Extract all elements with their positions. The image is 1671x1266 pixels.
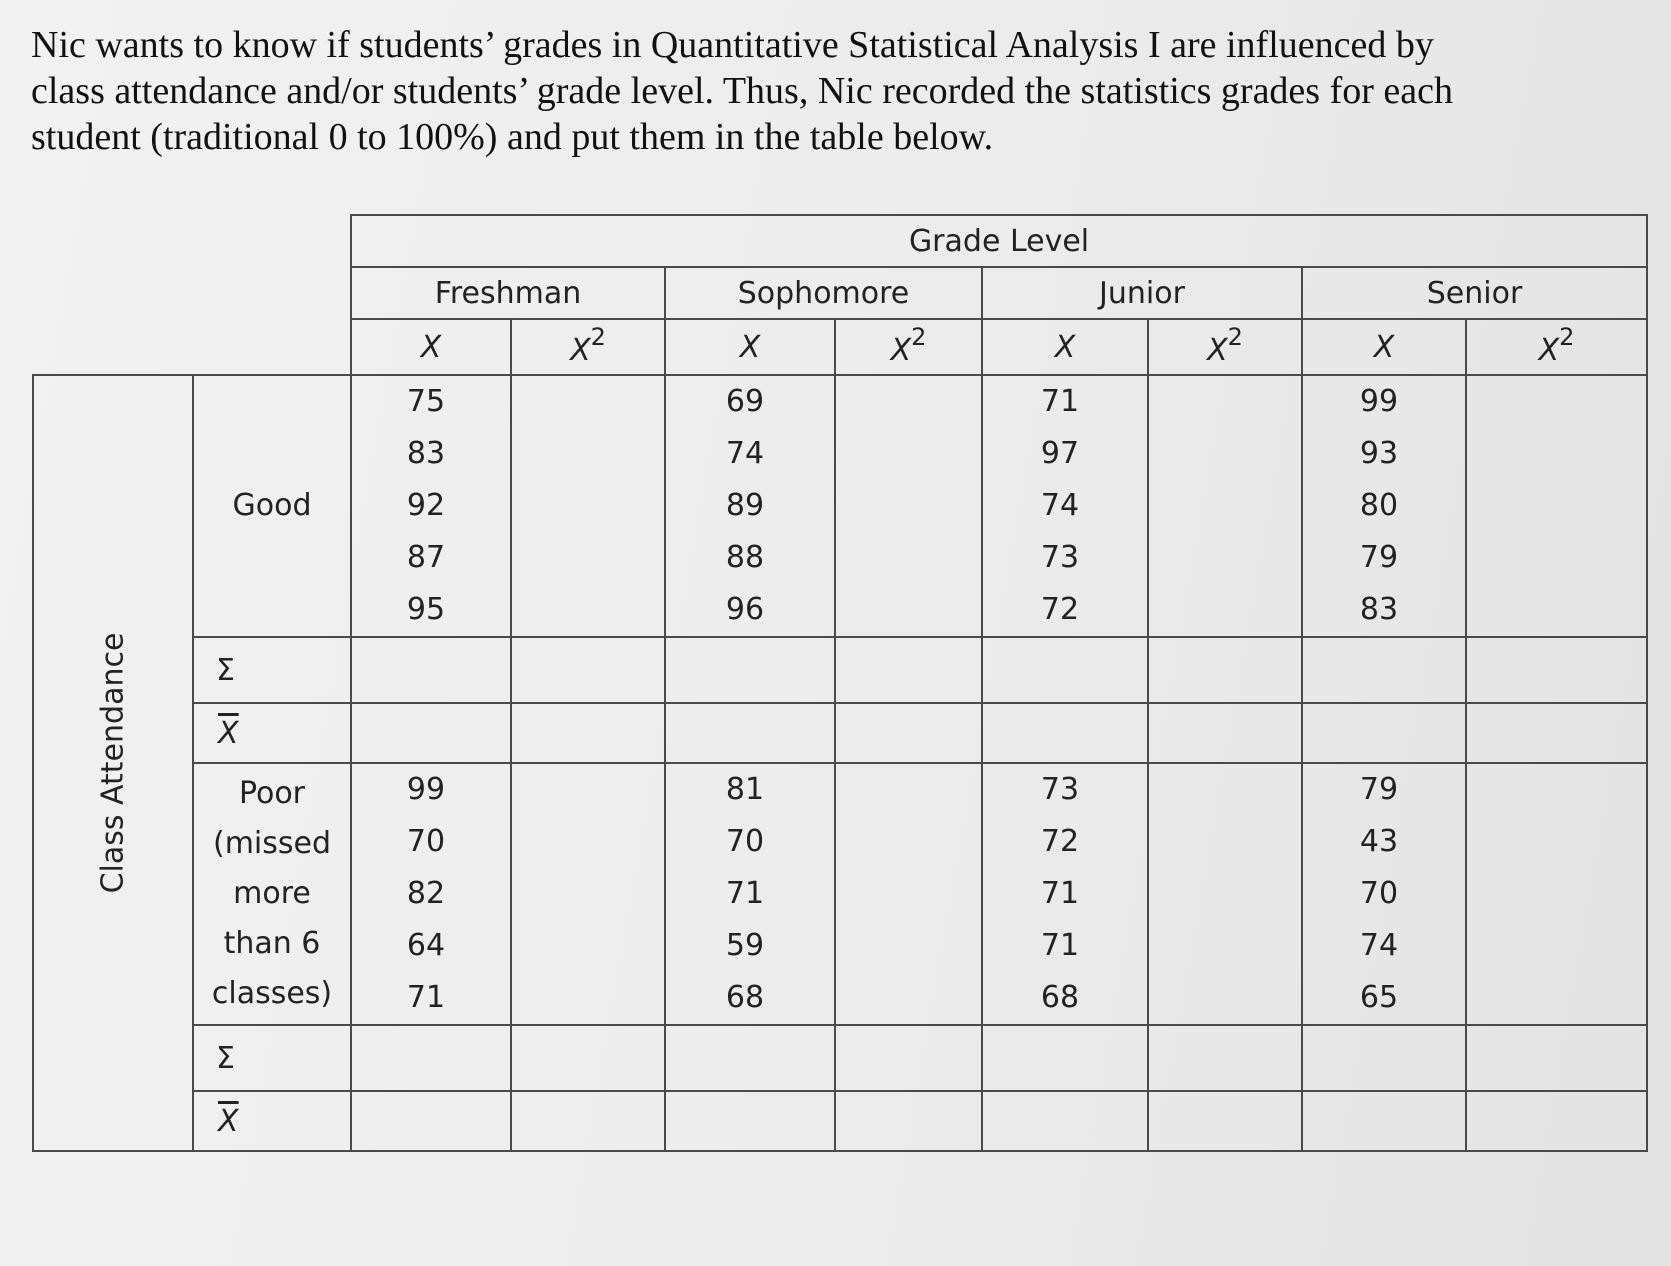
poor-freshman-sum-x2[interactable]	[511, 1025, 665, 1091]
poor-junior-mean-x2[interactable]	[1148, 1091, 1302, 1151]
col-x-senior: X	[1302, 319, 1466, 375]
grade-value: 73	[1040, 772, 1080, 807]
good-freshman-mean-x2[interactable]	[511, 703, 665, 763]
col-x-squared-freshman: $X^2$	[511, 319, 665, 375]
grade-value: 87	[406, 540, 446, 575]
grade-value: 81	[725, 772, 765, 807]
grade-value: 43	[1359, 824, 1399, 859]
poor-sophomore-mean[interactable]	[665, 1091, 835, 1151]
col-x-sophomore: X	[665, 319, 835, 375]
grade-value: 59	[725, 928, 765, 963]
good-freshman-x2-cell[interactable]	[511, 375, 665, 637]
poor-senior-x-cell	[1302, 763, 1466, 1025]
good-freshman-sum-x[interactable]	[351, 637, 511, 703]
grade-value: 70	[725, 824, 765, 859]
grade-value: 71	[406, 980, 446, 1015]
poor-senior-sum-x2[interactable]	[1466, 1025, 1647, 1091]
good-freshman-x-cell	[351, 375, 511, 637]
good-junior-mean[interactable]	[982, 703, 1148, 763]
empty-corner	[33, 319, 351, 375]
grade-value: 68	[1040, 980, 1080, 1015]
poor-sophomore-mean-x2[interactable]	[835, 1091, 982, 1151]
poor-freshman-x2-cell[interactable]	[511, 763, 665, 1025]
grade-value: 79	[1359, 540, 1399, 575]
level-sophomore: Sophomore	[665, 267, 982, 319]
good-junior-sum-x[interactable]	[982, 637, 1148, 703]
good-freshman-sum-x2[interactable]	[511, 637, 665, 703]
grade-value: 64	[406, 928, 446, 963]
good-junior-x2-cell[interactable]	[1148, 375, 1302, 637]
col-x-squared-junior: $X^2$	[1148, 319, 1302, 375]
good-sophomore-x-cell	[665, 375, 835, 637]
good-junior-sum-x2[interactable]	[1148, 637, 1302, 703]
prompt-line: Nic wants to know if students’ grades in Quantitative Statistical Analysis I are influenced by	[31, 24, 1434, 66]
good-senior-mean-x2[interactable]	[1466, 703, 1647, 763]
level-senior: Senior	[1302, 267, 1647, 319]
grade-value: 72	[1040, 592, 1080, 627]
grade-value: 71	[1040, 876, 1080, 911]
good-sum-label: Σ	[193, 637, 351, 703]
grade-value: 83	[406, 436, 446, 471]
poor-senior-sum-x[interactable]	[1302, 1025, 1466, 1091]
prompt-line: student (traditional 0 to 100%) and put them in the table below.	[31, 116, 994, 158]
grade-value: 82	[406, 876, 446, 911]
grade-value: 71	[725, 876, 765, 911]
grade-level-header: Grade Level	[351, 215, 1647, 267]
level-freshman: Freshman	[351, 267, 665, 319]
poor-junior-x-cell	[982, 763, 1148, 1025]
good-sophomore-mean[interactable]	[665, 703, 835, 763]
good-senior-x-cell	[1302, 375, 1466, 637]
problem-statement	[31, 22, 1631, 160]
poor-attendance-label: Poor (missed more than 6 classes)	[193, 763, 351, 1025]
class-attendance-label: Class Attendance	[95, 632, 131, 894]
grade-value: 74	[1040, 488, 1080, 523]
poor-sophomore-x-cell	[665, 763, 835, 1025]
good-sophomore-mean-x2[interactable]	[835, 703, 982, 763]
grade-value: 97	[1040, 436, 1080, 471]
col-x-squared-senior: $X^2$	[1466, 319, 1647, 375]
poor-senior-x2-cell[interactable]	[1466, 763, 1647, 1025]
col-x-squared-sophomore: $X^2$	[835, 319, 982, 375]
good-sophomore-sum-x[interactable]	[665, 637, 835, 703]
col-x-junior: X	[982, 319, 1148, 375]
poor-sophomore-sum-x[interactable]	[665, 1025, 835, 1091]
grade-value: 80	[1359, 488, 1399, 523]
good-sophomore-x2-cell[interactable]	[835, 375, 982, 637]
poor-freshman-x-cell	[351, 763, 511, 1025]
poor-mean-label: $\overline{X}$	[193, 1091, 351, 1151]
poor-freshman-sum-x[interactable]	[351, 1025, 511, 1091]
poor-junior-sum-x2[interactable]	[1148, 1025, 1302, 1091]
grade-value: 99	[406, 772, 446, 807]
good-mean-label: $\overline{X}$	[193, 703, 351, 763]
col-x-freshman: X	[351, 319, 511, 375]
poor-junior-sum-x[interactable]	[982, 1025, 1148, 1091]
grade-value: 71	[1040, 928, 1080, 963]
good-sophomore-sum-x2[interactable]	[835, 637, 982, 703]
good-attendance-label: Good	[193, 375, 351, 637]
poor-freshman-mean[interactable]	[351, 1091, 511, 1151]
grade-value: 74	[1359, 928, 1399, 963]
grade-value: 93	[1359, 436, 1399, 471]
grade-value: 74	[725, 436, 765, 471]
grade-value: 92	[406, 488, 446, 523]
good-freshman-mean[interactable]	[351, 703, 511, 763]
poor-junior-x2-cell[interactable]	[1148, 763, 1302, 1025]
grade-value: 72	[1040, 824, 1080, 859]
poor-freshman-mean-x2[interactable]	[511, 1091, 665, 1151]
grade-value: 79	[1359, 772, 1399, 807]
empty-corner	[33, 267, 351, 319]
good-senior-sum-x[interactable]	[1302, 637, 1466, 703]
poor-junior-mean[interactable]	[982, 1091, 1148, 1151]
grade-value: 88	[725, 540, 765, 575]
good-junior-x-cell	[982, 375, 1148, 637]
good-senior-mean[interactable]	[1302, 703, 1466, 763]
poor-senior-mean[interactable]	[1302, 1091, 1466, 1151]
grade-value: 99	[1359, 384, 1399, 419]
prompt-line: class attendance and/or students’ grade level. Thus, Nic recorded the statistics grades for each	[31, 70, 1453, 112]
grade-value: 96	[725, 592, 765, 627]
empty-corner	[33, 215, 351, 267]
poor-sum-label: Σ	[193, 1025, 351, 1091]
grade-value: 73	[1040, 540, 1080, 575]
good-senior-x2-cell[interactable]	[1466, 375, 1647, 637]
class-attendance-label-cell	[33, 375, 193, 1151]
grade-value: 83	[1359, 592, 1399, 627]
good-senior-sum-x2[interactable]	[1466, 637, 1647, 703]
grade-value: 65	[1359, 980, 1399, 1015]
poor-senior-mean-x2[interactable]	[1466, 1091, 1647, 1151]
grade-value: 95	[406, 592, 446, 627]
grade-value: 68	[725, 980, 765, 1015]
grade-value: 89	[725, 488, 765, 523]
grades-table	[32, 214, 1648, 1152]
poor-sophomore-x2-cell[interactable]	[835, 763, 982, 1025]
grade-value: 70	[406, 824, 446, 859]
grade-value: 75	[406, 384, 446, 419]
level-junior: Junior	[982, 267, 1302, 319]
grade-value: 69	[725, 384, 765, 419]
grade-value: 70	[1359, 876, 1399, 911]
good-junior-mean-x2[interactable]	[1148, 703, 1302, 763]
grade-value: 71	[1040, 384, 1080, 419]
poor-sophomore-sum-x2[interactable]	[835, 1025, 982, 1091]
